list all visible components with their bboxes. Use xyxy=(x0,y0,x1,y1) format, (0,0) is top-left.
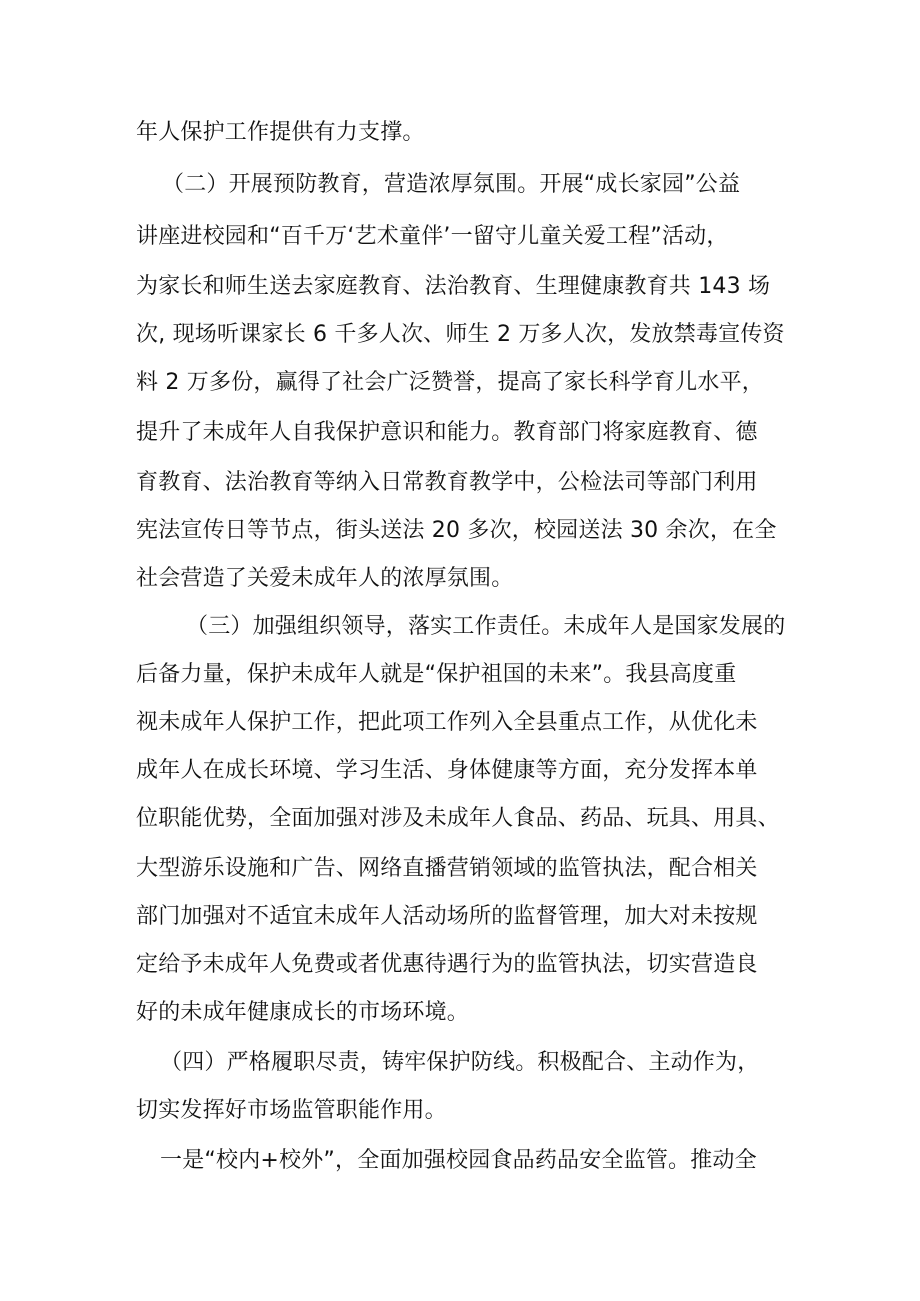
text-line: 切实发挥好市场监管职能作用。 xyxy=(136,1098,447,1123)
text-line: 料 2 万多份，赢得了社会广泛赞誉，提高了家长科学育儿水平， xyxy=(136,370,764,395)
text-line: 成年人在成长环境、学习生活、身体健康等方面，充分发挥本单 xyxy=(136,758,758,783)
text-line: 视未成年人保护工作，把此项工作列入全县重点工作，从优化未 xyxy=(136,710,758,735)
text-line: 大型游乐设施和广告、网络直播营销领域的监管执法，配合相关 xyxy=(136,856,758,881)
paragraph-heading-line: （三）加强组织领导，落实工作责任。未成年人是国家发展的 xyxy=(186,614,786,639)
text-line: 一是“校内+校外”，全面加强校园食品药品安全监管。推动全 xyxy=(160,1148,757,1173)
text-line: 育教育、法治教育等纳入日常教育教学中，公检法司等部门利用 xyxy=(136,470,758,495)
paragraph-heading-line: （二）开展预防教育，营造浓厚氛围。开展“成长家园”公益 xyxy=(162,172,741,197)
text-line: 好的未成年健康成长的市场环境。 xyxy=(136,1000,470,1025)
text-line: 定给予未成年人免费或者优惠待遇行为的监管执法，切实营造良 xyxy=(136,952,758,977)
text-line: 次, 现场听课家长 6 千多人次、师生 2 万多人次，发放禁毒宣传资 xyxy=(136,322,785,347)
text-line: 讲座进校园和“百千万‘艺术童伴’一留守儿童关爱工程”活动， xyxy=(136,224,729,249)
text-line: 为家长和师生送去家庭教育、法治教育、生理健康教育共 143 场 xyxy=(136,274,771,299)
text-line: 部门加强对不适宜未成年人活动场所的监督管理，加大对未按规 xyxy=(136,904,758,929)
text-line: 社会营造了关爱未成年人的浓厚氛围。 xyxy=(136,566,514,591)
text-line: 宪法宣传日等节点，街头送法 20 多次，校园送法 30 余次，在全 xyxy=(136,518,777,543)
text-line: 年人保护工作提供有力支撑。 xyxy=(136,120,425,145)
text-line: 提升了未成年人自我保护意识和能力。教育部门将家庭教育、德 xyxy=(136,420,758,445)
paragraph-heading-line: （四）严格履职尽责，铸牢保护防线。积极配合、主动作为， xyxy=(160,1050,760,1075)
text-line: 后备力量，保护未成年人就是“保护祖国的未来”。我县高度重 xyxy=(136,662,737,687)
text-line: 位职能优势，全面加强对涉及未成年人食品、药品、玩具、用具、 xyxy=(136,806,780,831)
